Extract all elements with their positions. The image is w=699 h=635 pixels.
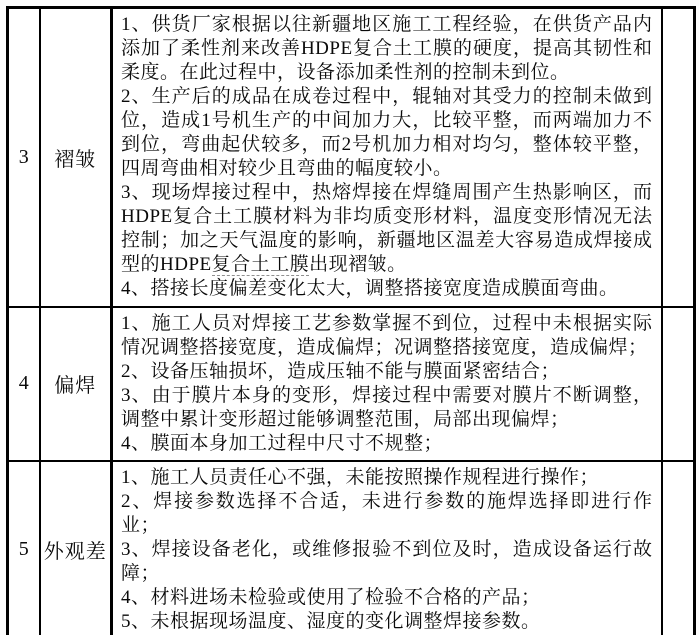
cause-list <box>112 461 662 635</box>
cause-text-segment: 3、现场焊接过程中，热熔焊接在焊缝周围产生热影响区，而HDPE复合土工膜材料为非均质变形材料，温度变形情况无法控制；加之天气温度的影响，新疆地区温差大容易造成焊接成型的HDPE <box>121 182 653 276</box>
defect-label: 偏焊 <box>40 307 112 461</box>
cause-item: 1、施工人员对焊接工艺参数掌握不到位，过程中未根据实际情况调整搭接宽度，造成偏焊；况调整搭接宽度，造成偏焊； <box>121 312 653 358</box>
row-number: 4 <box>8 307 40 461</box>
cause-item: 2、生产后的成品在成卷过程中，辊轴对其受力的控制未做到位，造成1号机生产的中间加力大，比较平整，而两端加力不到位，弯曲起伏较多，而2号机加力相对均匀，整体较平整，四周弯曲相对较少且弯曲的幅度较小。 <box>121 86 653 180</box>
cause-item: 3、焊接设备老化，或维修报验不到位及时，造成设备运行故障； <box>121 538 653 584</box>
table-row-poor-appearance <box>8 461 695 635</box>
defect-label: 外观差 <box>40 461 112 635</box>
cause-item: 2、焊接参数选择不合适，未进行参数的施焊选择即进行作业； <box>121 490 653 536</box>
cause-item <box>121 181 653 277</box>
cause-text-segment: 出现褶皱。 <box>309 254 407 276</box>
row-number: 3 <box>8 8 40 307</box>
cause-item: 3、由于膜片本身的变形，焊接过程中需要对膜片不断调整，调整中累计变形超过能够调整范围，局部出现偏焊； <box>121 384 653 430</box>
grammar-check-underline: 复合土工膜 <box>211 254 310 276</box>
empty-cell <box>662 8 695 307</box>
cause-item: 2、设备压轴损坏，造成压轴不能与膜面紧密结合； <box>121 360 561 382</box>
table-row-offset-weld <box>8 307 695 461</box>
cause-item: 4、搭接长度偏差变化太大，调整搭接宽度造成膜面弯曲。 <box>121 278 619 300</box>
empty-cell <box>662 461 695 635</box>
defect-label: 褶皱 <box>40 8 112 307</box>
cause-item: 4、材料进场未检验或使用了检验不合格的产品； <box>121 586 541 608</box>
cause-item: 5、未根据现场温度、湿度的变化调整焊接参数。 <box>121 610 541 632</box>
table-row-wrinkle <box>8 8 695 307</box>
cause-list <box>112 8 662 307</box>
row-number: 5 <box>8 461 40 635</box>
cause-list <box>112 307 662 461</box>
cause-item: 1、供货厂家根据以往新疆地区施工工程经验，在供货产品内添加了柔性剂来改善HDPE复合土工膜的硬度，提高其韧性和柔度。在此过程中，设备添加柔性剂的控制未到位。 <box>121 14 653 84</box>
defect-cause-table <box>6 6 696 635</box>
cause-item: 4、膜面本身加工过程中尺寸不规整； <box>121 432 444 454</box>
cause-item: 1、施工人员责任心不强，未能按照操作规程进行操作； <box>121 466 600 488</box>
empty-cell <box>662 307 695 461</box>
